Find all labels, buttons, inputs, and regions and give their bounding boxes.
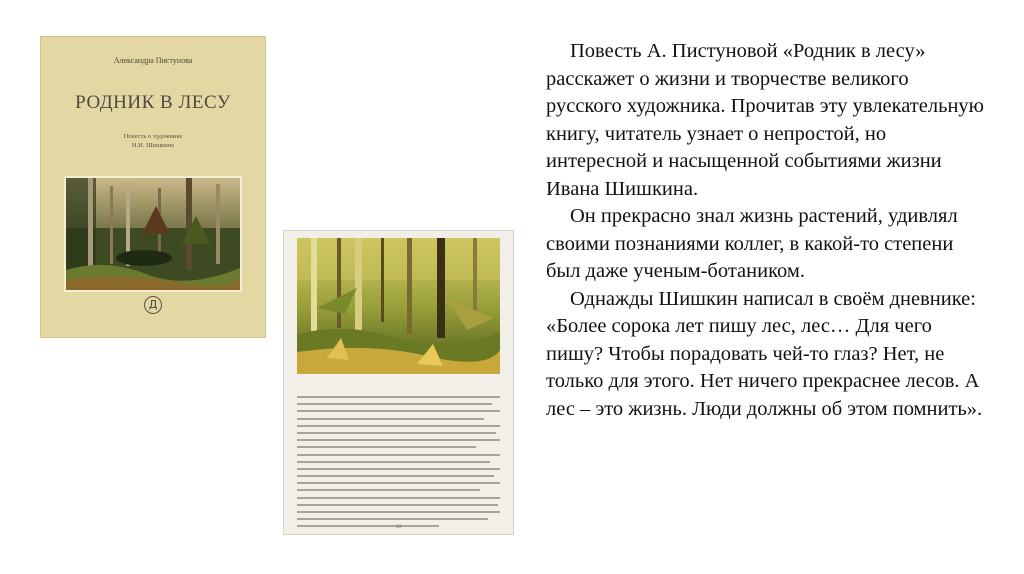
page-text-lines bbox=[297, 396, 500, 533]
page-line bbox=[297, 518, 488, 520]
page-line bbox=[297, 511, 500, 513]
page-line bbox=[297, 475, 494, 477]
page-line bbox=[297, 418, 484, 420]
page-line bbox=[297, 396, 500, 398]
page-line bbox=[297, 410, 500, 412]
cover-subtitle-line2: И.И. Шишкине bbox=[131, 142, 175, 149]
page-line bbox=[297, 454, 500, 456]
page-number: 23 bbox=[396, 525, 401, 530]
page-line bbox=[297, 489, 480, 491]
page-forest-painting bbox=[297, 238, 500, 374]
book-cover-photo bbox=[40, 36, 266, 338]
page-line bbox=[297, 432, 496, 434]
paragraph: Однажды Шишкин написал в своём дневнике: «Более сорока лет пишу лес, лес… Для чего пишу? Чтобы порадовать чей-то глаз? Нет, не только для этого. Нет ничего прекраснее лесов. А лес – это жизнь. Люди должны об этом помнить». bbox=[546, 287, 983, 420]
book-page-photo bbox=[283, 230, 514, 535]
cover-subtitle bbox=[40, 132, 266, 150]
description-text bbox=[546, 38, 986, 423]
paragraph: Он прекрасно знал жизнь растений, удивлял своими познаниями коллег, в какой-то степени был даже ученым-ботаником. bbox=[546, 205, 958, 282]
page-line bbox=[297, 461, 490, 463]
cover-subtitle-line1: Повесть о художнике bbox=[123, 133, 183, 140]
page-line bbox=[297, 425, 500, 427]
cover-author: Александра Пистунова bbox=[113, 56, 193, 65]
page-line bbox=[297, 482, 500, 484]
page-line bbox=[297, 497, 500, 499]
page-line bbox=[297, 403, 492, 405]
paragraph: Повесть А. Пистуновой «Родник в лесу» расскажет о жизни и творчестве великого русского художника. Прочитав эту увлекательную книгу, читатель узнает о непростой, но интересной и насыщенной событиями жизни Ивана Шишкина. bbox=[546, 40, 984, 200]
publisher-logo-icon: Д bbox=[144, 296, 162, 314]
page-caption bbox=[283, 378, 514, 384]
page-line bbox=[297, 446, 476, 448]
page-line bbox=[297, 504, 498, 506]
page-line bbox=[297, 468, 500, 470]
page-line bbox=[297, 439, 500, 441]
cover-forest-painting bbox=[64, 176, 242, 292]
cover-title: РОДНИК В ЛЕСУ bbox=[75, 92, 231, 113]
